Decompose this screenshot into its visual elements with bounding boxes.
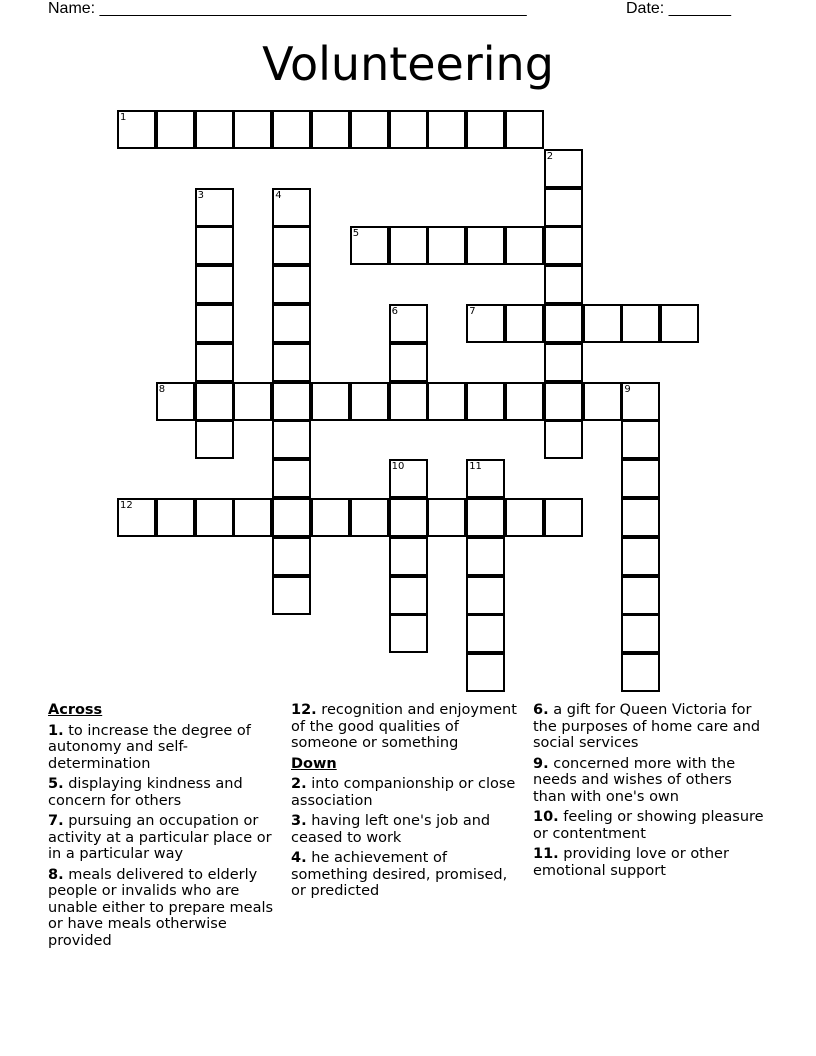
crossword-cell[interactable] xyxy=(195,226,234,265)
clue-text: a gift for Queen Victoria for the purposes of home care and social services xyxy=(533,702,761,751)
page-title: Volunteering xyxy=(262,37,554,91)
crossword-cell[interactable] xyxy=(272,420,311,459)
clue-number: 4. xyxy=(291,850,307,866)
crossword-cell[interactable] xyxy=(427,498,466,537)
clue-text: feeling or showing pleasure or contentment xyxy=(533,809,764,842)
cell-number: 12 xyxy=(120,500,133,511)
crossword-cell[interactable] xyxy=(505,498,544,537)
crossword-cell[interactable] xyxy=(195,188,234,227)
crossword-cell[interactable] xyxy=(311,382,350,421)
cell-number: 8 xyxy=(158,383,166,395)
cell-number: 4 xyxy=(275,189,282,201)
cell-number: 5 xyxy=(352,228,360,240)
clue-text: displaying kindness and concern for others xyxy=(48,776,243,809)
crossword-cell[interactable] xyxy=(195,420,234,459)
crossword-cell[interactable] xyxy=(156,382,195,421)
crossword-cell[interactable] xyxy=(466,382,505,421)
cell-number: 10 xyxy=(391,461,405,473)
crossword-cell[interactable] xyxy=(389,110,428,149)
crossword-cell[interactable] xyxy=(427,110,466,149)
clue-across-7 xyxy=(48,813,280,863)
crossword-cell[interactable] xyxy=(660,304,699,343)
clue-number: 3. xyxy=(291,813,307,829)
clue-text: to increase the degree of autonomy and self-determination xyxy=(48,722,251,772)
cell-number: 9 xyxy=(624,383,631,395)
crossword-cell[interactable] xyxy=(117,110,156,149)
crossword-cell[interactable] xyxy=(195,382,234,421)
clue-text: he achievement of something desired, promised, or predicted xyxy=(291,850,508,899)
crossword-cell[interactable] xyxy=(621,382,660,421)
crossword-cell[interactable] xyxy=(389,614,428,653)
cell-number: 7 xyxy=(469,306,476,317)
crossword-cell[interactable] xyxy=(233,110,272,149)
clue-text: having left one's job and ceased to work xyxy=(291,813,491,846)
crossword-cell[interactable] xyxy=(195,110,234,149)
crossword-cell[interactable] xyxy=(272,576,311,615)
crossword-cell[interactable] xyxy=(544,420,583,459)
crossword-cell[interactable] xyxy=(233,498,272,537)
clues-column-3 xyxy=(533,702,765,883)
clue-number: 2. xyxy=(291,776,307,792)
crossword-cell[interactable] xyxy=(544,498,583,537)
crossword-cell[interactable] xyxy=(544,149,583,188)
crossword-cell[interactable] xyxy=(544,226,583,265)
crossword-cell[interactable] xyxy=(156,498,195,537)
crossword-cell[interactable] xyxy=(389,343,428,382)
crossword-cell[interactable] xyxy=(350,110,389,149)
crossword-cell[interactable] xyxy=(389,304,428,343)
crossword-cell[interactable] xyxy=(466,576,505,615)
name-field[interactable]: Name: ________________________________________________ xyxy=(48,0,527,17)
cell-number: 2 xyxy=(546,150,554,162)
crossword-cell[interactable] xyxy=(272,188,311,227)
crossword-cell[interactable] xyxy=(427,226,466,265)
across-heading: Across xyxy=(48,702,103,718)
crossword-cell[interactable] xyxy=(621,498,660,537)
cell-number: 1 xyxy=(120,112,127,123)
crossword-cell[interactable] xyxy=(544,343,583,382)
crossword-cell[interactable] xyxy=(621,304,660,343)
crossword-cell[interactable] xyxy=(389,226,428,265)
crossword-cell[interactable] xyxy=(272,304,311,343)
crossword-cell[interactable] xyxy=(427,382,466,421)
crossword-cell[interactable] xyxy=(466,110,505,149)
crossword-cell[interactable] xyxy=(350,226,389,265)
crossword-cell[interactable] xyxy=(195,343,234,382)
clues-column-1 xyxy=(48,702,280,953)
clue-across-12 xyxy=(291,702,523,752)
crossword-cell[interactable] xyxy=(544,382,583,421)
crossword-cell[interactable] xyxy=(272,226,311,265)
clue-text: pursuing an occupation or activity at a particular place or in a particular way xyxy=(48,813,272,862)
clue-number: 8. xyxy=(48,866,64,883)
cell-number: 11 xyxy=(469,461,482,473)
crossword-cell[interactable] xyxy=(621,420,660,459)
crossword-cell[interactable] xyxy=(621,653,660,692)
clue-number: 10. xyxy=(533,809,559,825)
crossword-cell[interactable] xyxy=(583,382,622,421)
down-heading: Down xyxy=(291,755,337,772)
clue-down-10 xyxy=(533,809,765,842)
crossword-cell[interactable] xyxy=(583,304,622,343)
clue-number: 6. xyxy=(533,702,549,718)
clue-text: meals delivered to elderly people or invalids who are unable either to prepare meals or have meals otherwise provided xyxy=(48,866,274,949)
crossword-cell[interactable] xyxy=(272,382,311,421)
clue-down-6 xyxy=(533,702,765,752)
crossword-cell[interactable] xyxy=(466,653,505,692)
crossword-cell[interactable] xyxy=(272,537,311,576)
crossword-cell[interactable] xyxy=(195,265,234,304)
clue-number: 9. xyxy=(533,755,549,772)
clue-down-4 xyxy=(291,850,523,900)
crossword-cell[interactable] xyxy=(350,498,389,537)
crossword-cell[interactable] xyxy=(466,459,505,498)
clue-across-5 xyxy=(48,776,280,809)
crossword-cell[interactable] xyxy=(233,382,272,421)
clue-down-9 xyxy=(533,756,765,806)
crossword-cell[interactable] xyxy=(505,382,544,421)
crossword-cell[interactable] xyxy=(621,459,660,498)
crossword-cell[interactable] xyxy=(156,110,195,149)
clue-number: 11. xyxy=(533,846,559,862)
crossword-cell[interactable] xyxy=(311,498,350,537)
clue-text: providing love or other emotional support xyxy=(533,846,729,879)
crossword-cell[interactable] xyxy=(544,188,583,227)
crossword-cell[interactable] xyxy=(505,226,544,265)
crossword-cell[interactable] xyxy=(466,498,505,537)
crossword-cell[interactable] xyxy=(466,304,505,343)
crossword-cell[interactable] xyxy=(466,226,505,265)
crossword-cell[interactable] xyxy=(389,459,428,498)
crossword-cell[interactable] xyxy=(389,537,428,576)
crossword-cell[interactable] xyxy=(544,265,583,304)
crossword-cell[interactable] xyxy=(117,498,156,537)
clue-number: 7. xyxy=(48,813,64,829)
cell-number: 3 xyxy=(197,189,204,201)
clue-number: 5. xyxy=(48,776,64,792)
crossword-cell[interactable] xyxy=(272,265,311,304)
crossword-cell[interactable] xyxy=(350,382,389,421)
date-field[interactable]: Date: _______ xyxy=(626,0,731,17)
clue-text: into companionship or close association xyxy=(291,776,516,809)
clue-number: 12. xyxy=(291,702,317,718)
clue-down-11 xyxy=(533,846,765,879)
cell-number: 6 xyxy=(391,306,398,317)
crossword-cell[interactable] xyxy=(272,498,311,537)
clues-column-2 xyxy=(291,702,523,904)
crossword-cell[interactable] xyxy=(389,576,428,615)
clue-down-2 xyxy=(291,776,523,809)
crossword-cell[interactable] xyxy=(272,459,311,498)
crossword-cell[interactable] xyxy=(505,110,544,149)
crossword-cell[interactable] xyxy=(466,614,505,653)
clue-number: 1. xyxy=(48,722,64,739)
crossword-cell[interactable] xyxy=(195,304,234,343)
crossword-cell[interactable] xyxy=(621,576,660,615)
crossword-cell[interactable] xyxy=(311,110,350,149)
clue-across-1 xyxy=(48,723,280,773)
crossword-cell[interactable] xyxy=(466,537,505,576)
crossword-cell[interactable] xyxy=(544,304,583,343)
crossword-cell[interactable] xyxy=(621,537,660,576)
clue-across-8 xyxy=(48,867,280,950)
crossword-cell[interactable] xyxy=(195,498,234,537)
clue-text: recognition and enjoyment of the good qualities of someone or something xyxy=(291,702,517,751)
clue-down-3 xyxy=(291,813,523,846)
crossword-cell[interactable] xyxy=(389,382,428,421)
crossword-cell[interactable] xyxy=(272,343,311,382)
clue-text: concerned more with the needs and wishes of others than with one's own xyxy=(533,755,736,805)
crossword-cell[interactable] xyxy=(272,110,311,149)
crossword-cell[interactable] xyxy=(389,498,428,537)
crossword-cell[interactable] xyxy=(505,304,544,343)
crossword-cell[interactable] xyxy=(621,614,660,653)
